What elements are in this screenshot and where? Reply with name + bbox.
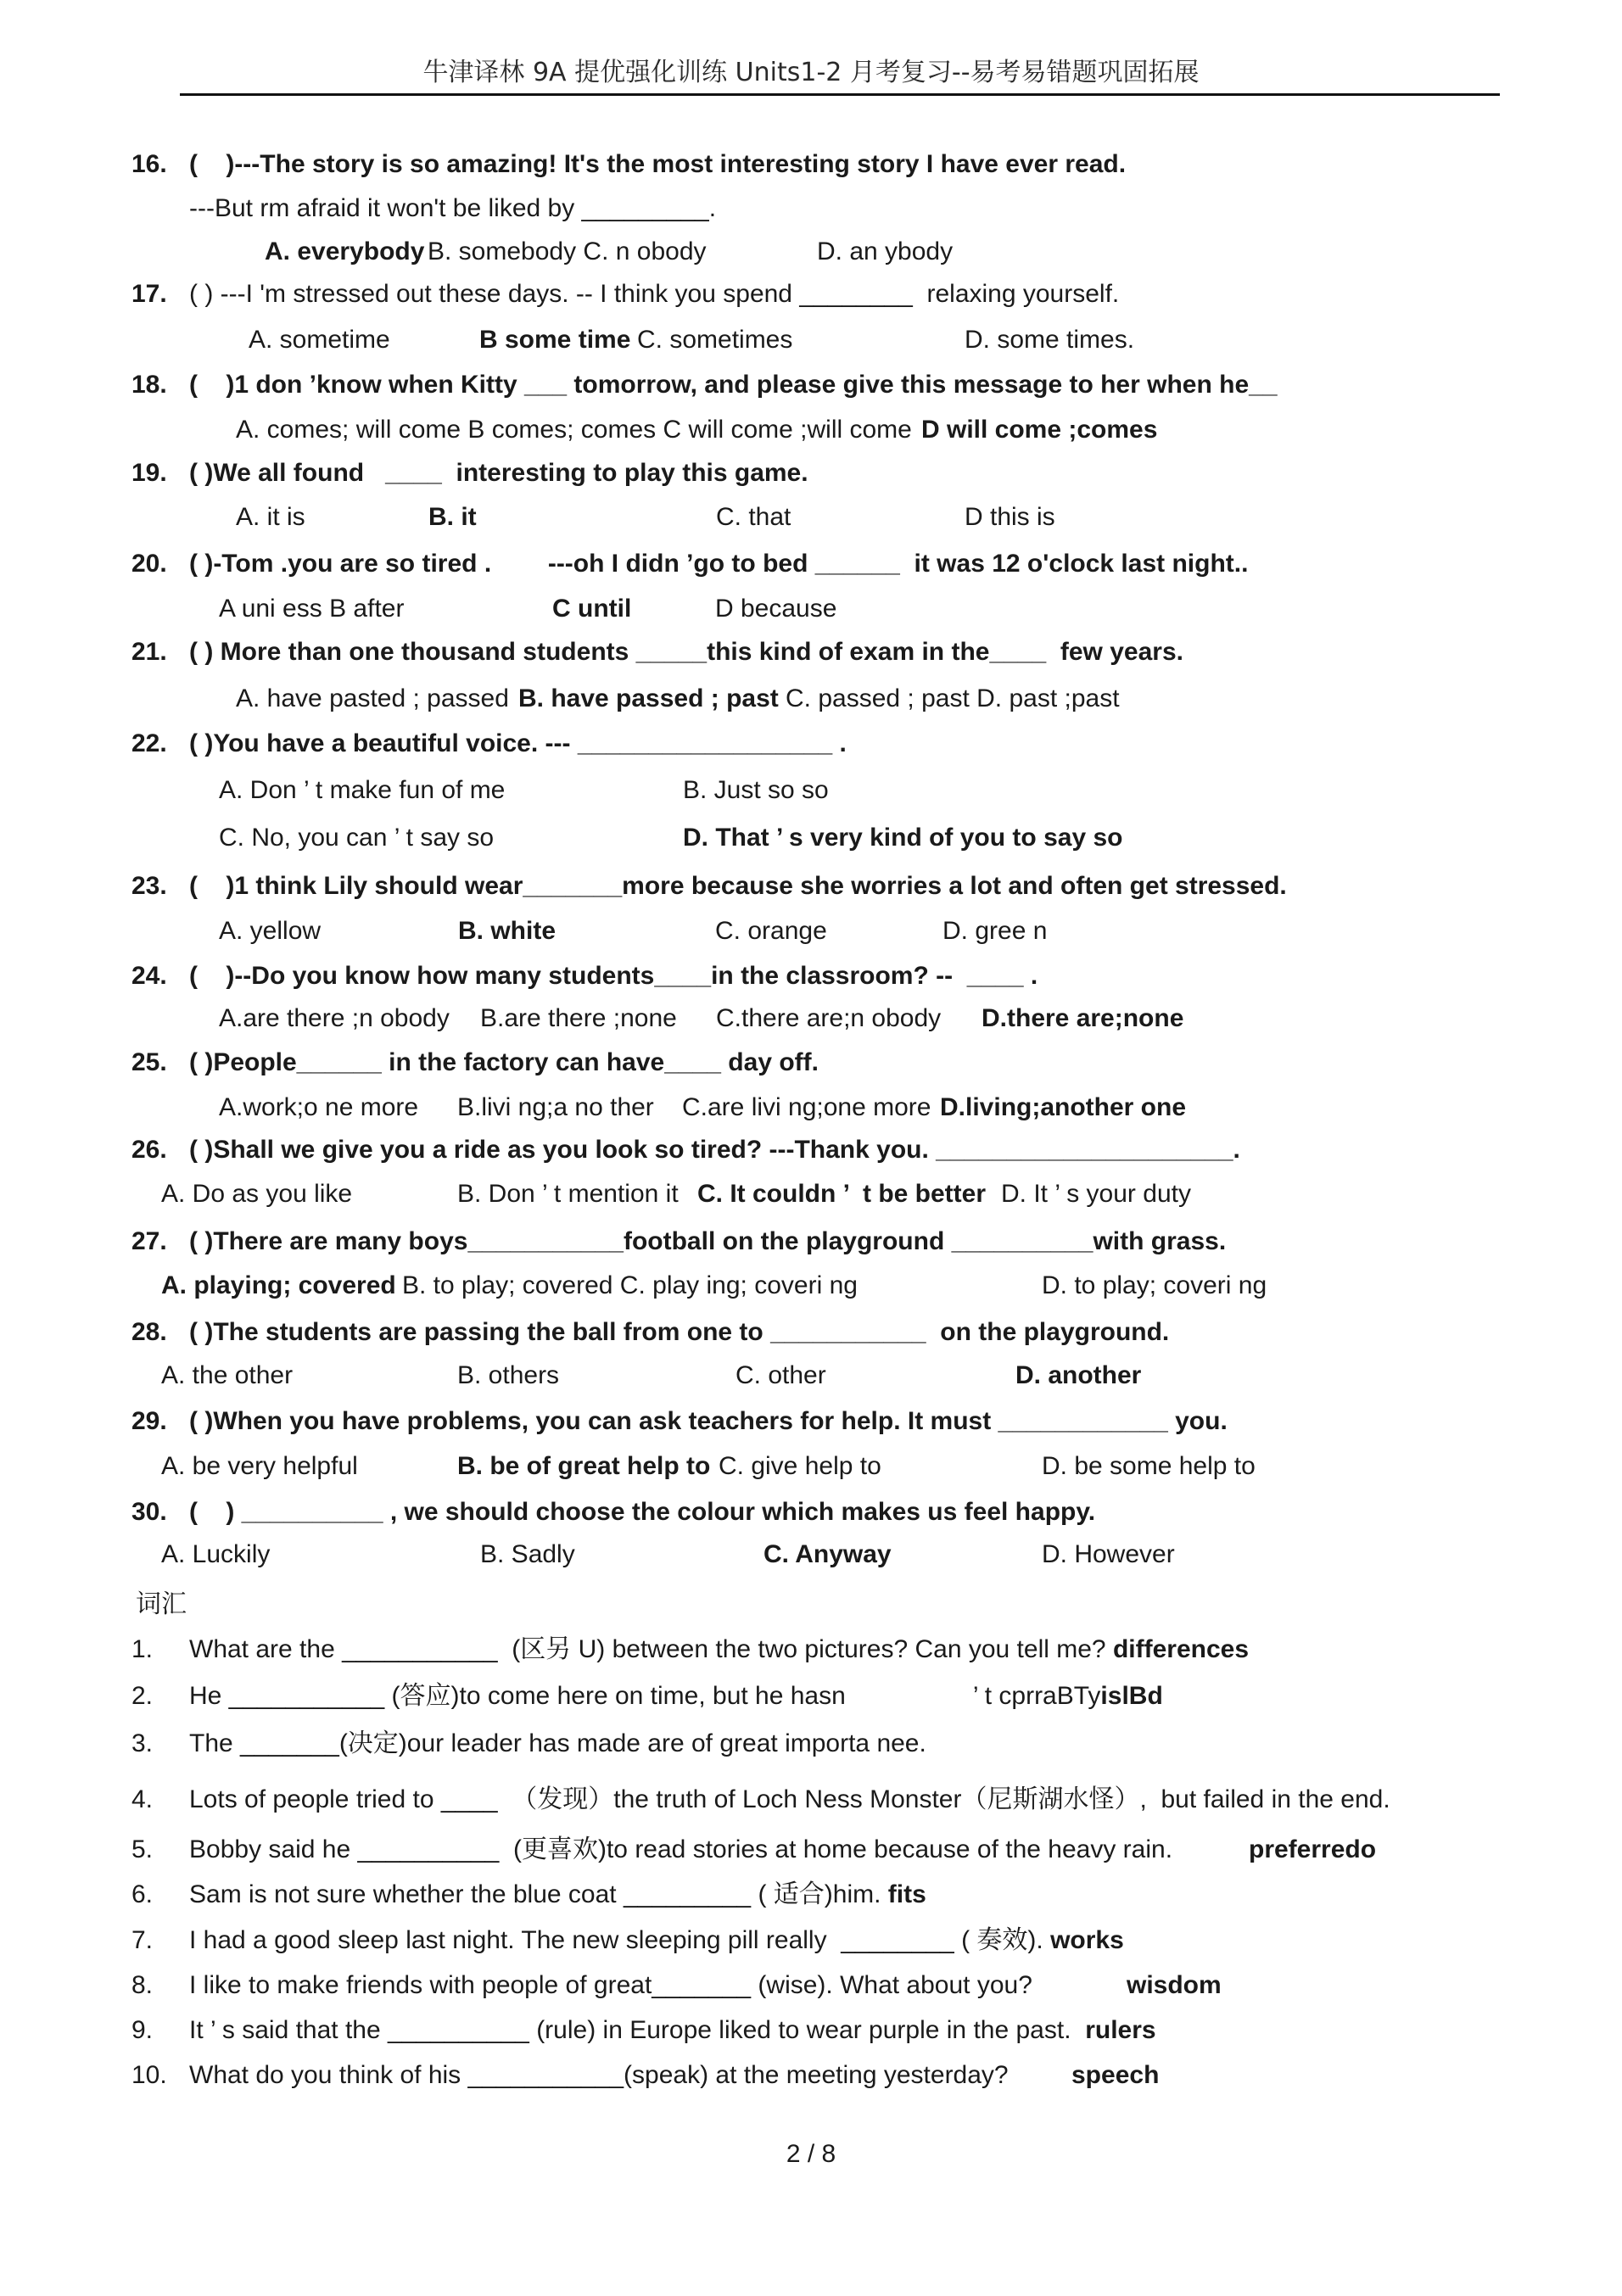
q17-option-b: B some time: [479, 326, 631, 354]
q17-option-c: C. sometimes: [637, 326, 793, 354]
q30-option-c: C. Anyway: [763, 1540, 892, 1568]
q25-option-c: C.are livi ng;one more: [682, 1093, 931, 1121]
page-header: 牛津译林 9A 提优强化训练 Units1-2 月考复习--易考易错题巩固拓展: [422, 58, 1200, 87]
q29-option-c: C. give help to: [719, 1452, 881, 1480]
question-16: 16. ( )---The story is so amazing! It's the most interesting story I have ever read.: [131, 150, 1127, 178]
q29-option-d: D. be some help to: [1042, 1452, 1256, 1480]
question-18: 18. ( )1 don ’know when Kitty ___ tomorrow, and please give this message to her when he__: [131, 371, 1278, 399]
question-19: 19. ( )We all found ____ interesting to play this game.: [131, 459, 808, 487]
q26-option-c: C. It couldn ’ t be better: [697, 1180, 987, 1208]
question-27: 27. ( )There are many boys___________football on the playground __________with grass.: [131, 1227, 1227, 1255]
header-rule: [180, 93, 1500, 96]
vocab-item-7: 7. I had a good sleep last night. The new sleeping pill really ________ ( 奏效). works: [131, 1926, 1124, 1954]
q28-option-b: B. others: [457, 1361, 560, 1389]
question-24: 24. ( )--Do you know how many students____in the classroom? -- ____ .: [131, 962, 1038, 990]
q23-option-c: C. orange: [715, 917, 827, 945]
q19-option-a: A. it is: [236, 503, 305, 531]
question-30: 30. ( ) __________ , we should choose the colour which makes us feel happy.: [131, 1498, 1096, 1526]
q25-option-b: B.livi ng;a no ther: [457, 1093, 654, 1121]
vocab-item-6: 6. Sam is not sure whether the blue coat _________ ( 适合)him. fits: [131, 1880, 926, 1908]
q27-option-d: D. to play; coveri ng: [1042, 1271, 1267, 1299]
q26-option-a: A. Do as you like: [161, 1180, 353, 1208]
q20-option-d: D because: [715, 595, 837, 623]
q30-option-b: B. Sadly: [480, 1540, 575, 1568]
q26-option-d: D. It ’ s your duty: [1001, 1180, 1191, 1208]
q30-option-a: A. Luckily: [161, 1540, 271, 1568]
q17-option-a: A. sometime: [249, 326, 390, 354]
q18-option-d: D will come ;comes: [921, 416, 1158, 444]
q21-option-cd: C. passed ; past D. past ;past: [786, 684, 1120, 712]
q26-option-b: B. Don ’ t mention it: [457, 1180, 679, 1208]
q20-option-ab: A uni ess B after: [219, 595, 405, 623]
question-21: 21. ( ) More than one thousand students _____this kind of exam in the____ few years.: [131, 638, 1183, 666]
vocab-item-9: 9. It ’ s said that the __________ (rule) in Europe liked to wear purple in the past. rulers: [131, 2016, 1156, 2044]
vocab-item-2: 2. He ___________ (答应)to come here on time, but he hasn ’ t cprraBTyislBd: [131, 1682, 1163, 1710]
q30-option-d: D. However: [1042, 1540, 1175, 1568]
q24-option-d: D.there are;none: [982, 1004, 1184, 1032]
q25-option-a: A.work;o ne more: [219, 1093, 419, 1121]
q24-option-c: C.there are;n obody: [716, 1004, 942, 1032]
vocab-item-3: 3. The _______(决定)our leader has made are of great importa nee.: [131, 1729, 926, 1757]
question-26: 26. ( )Shall we give you a ride as you look so tired? ---Thank you. _____________________.: [131, 1136, 1240, 1164]
vocab-item-1: 1. What are the ___________ (区另 U) between the two pictures? Can you tell me? differences: [131, 1635, 1250, 1663]
q22-option-d: D. That ’ s very kind of you to say so: [683, 824, 1123, 852]
q19-option-d: D this is: [965, 503, 1055, 531]
vocab-item-5: 5. Bobby said he __________ (更喜欢)to read stories at home because of the heavy rain. preferredo: [131, 1835, 1377, 1863]
q24-option-a: A.are there ;n obody: [219, 1004, 450, 1032]
q16-option-a: A. everybody: [265, 237, 425, 265]
q22-option-c: C. No, you can ’ t say so: [219, 824, 495, 852]
q28-option-a: A. the other: [161, 1361, 294, 1389]
vocab-item-10: 10. What do you think of his ___________(speak) at the meeting yesterday? speech: [131, 2061, 1160, 2089]
q20-option-c: C until: [552, 595, 632, 623]
q23-option-a: A. yellow: [219, 917, 322, 945]
q29-option-b: B. be of great help to: [457, 1452, 711, 1480]
q21-option-a: A. have pasted ; passed: [236, 684, 509, 712]
q22-option-b: B. Just so so: [683, 776, 829, 804]
question-25: 25. ( )People______ in the factory can have____ day off.: [131, 1048, 819, 1076]
q24-option-b: B.are there ;none: [480, 1004, 677, 1032]
question-28: 28. ( )The students are passing the ball from one to ___________ on the playground.: [131, 1318, 1170, 1346]
q19-option-c: C. that: [716, 503, 791, 531]
q28-option-c: C. other: [735, 1361, 826, 1389]
q18-options-abc: A. comes; will come B comes; comes C will come ;will come: [236, 416, 912, 444]
q16-option-bc: B. somebody C. n obody: [428, 237, 707, 265]
question-17: 17. ( ) ---I 'm stressed out these days. -- I think you spend ________ relaxing yourself.: [131, 280, 1120, 308]
question-20: 20. ( )-Tom .you are so tired . ---oh I didn ’go to bed ______ it was 12 o'clock last night..: [131, 550, 1249, 578]
q23-option-d: D. gree n: [942, 917, 1048, 945]
q27-option-a: A. playing; covered: [161, 1271, 396, 1299]
q23-option-b: B. white: [458, 917, 557, 945]
question-16-sub: ---But rm afraid it won't be liked by _________.: [189, 194, 717, 222]
q28-option-d: D. another: [1015, 1361, 1142, 1389]
q21-option-b: B. have passed ; past: [518, 684, 779, 712]
q17-option-d: D. some times.: [965, 326, 1135, 354]
q25-option-d: D.living;another one: [940, 1093, 1187, 1121]
question-22: 22. ( )You have a beautiful voice. --- __________________ .: [131, 729, 847, 757]
page-number: 2 / 8: [786, 2140, 836, 2168]
q19-option-b: B. it: [428, 503, 477, 531]
q27-option-bc: B. to play; covered C. play ing; coveri ng: [402, 1271, 858, 1299]
q22-option-a: A. Don ’ t make fun of me: [219, 776, 506, 804]
q29-option-a: A. be very helpful: [161, 1452, 358, 1480]
vocab-heading: 词汇: [136, 1589, 187, 1619]
question-23: 23. ( )1 think Lily should wear_______more because she worries a lot and often get stressed.: [131, 872, 1287, 900]
vocab-item-4: 4. Lots of people tried to ____ （发现）the truth of Loch Ness Monster（尼斯湖水怪）, but failed in the end.: [131, 1785, 1390, 1813]
question-29: 29. ( )When you have problems, you can ask teachers for help. It must ____________ you.: [131, 1407, 1228, 1435]
q16-option-d: D. an ybody: [817, 237, 954, 265]
vocab-item-8: 8. I like to make friends with people of great_______ (wise). What about you? wisdom: [131, 1971, 1222, 1999]
